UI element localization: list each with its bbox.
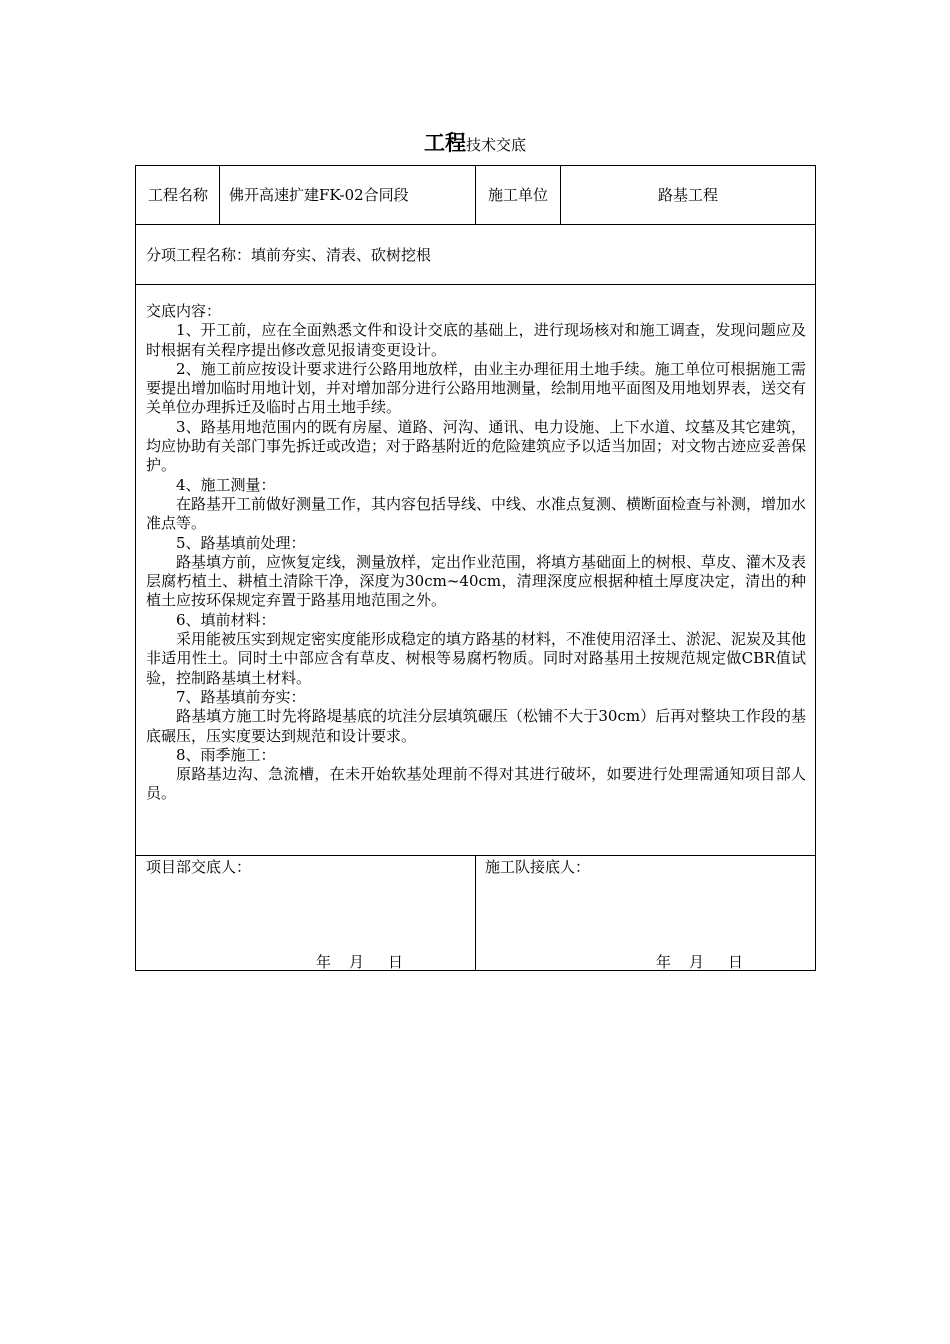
document-title <box>0 128 950 160</box>
date-year: 年 <box>316 953 332 971</box>
content-body <box>146 302 806 804</box>
content-paragraph: 8、雨季施工： <box>176 745 276 764</box>
title-main: 工程 <box>423 130 466 155</box>
content-paragraph: 原路基边沟、急流槽，在未开始软基处理前不得对其进行破坏，如要进行处理需通知项目部人员。 <box>146 765 806 803</box>
content-paragraph: 采用能被压实到规定密实度能形成稳定的填方路基的材料，不准使用沼泽土、淤泥、泥炭及其他非适用性土。同时土中部应含有草皮、树根等易腐朽物质。同时对路基用土按规范规定做CBR值试验，控制路基填土材料。 <box>146 630 807 687</box>
signature-divider <box>475 855 476 971</box>
project-name-label: 工程名称 <box>147 186 208 204</box>
date-month: 月 <box>689 953 705 971</box>
right-date <box>656 950 743 974</box>
content-paragraph: 7、路基填前夯实： <box>176 687 306 706</box>
unit-value: 路基工程 <box>657 186 718 204</box>
content-paragraph: 3、路基用地范围内的既有房屋、道路、河沟、通讯、电力设施、上下水道、坟墓及其它建筑，均应协助有关部门事先拆迁或改造；对于路基附近的危险建筑应予以适当加固；对文物古迹应妥善保护。 <box>146 417 807 475</box>
table-border-right <box>815 165 816 971</box>
date-day: 日 <box>728 953 744 971</box>
content-paragraph: 5、路基填前处理： <box>176 533 306 552</box>
content-paragraph: 6、填前材料： <box>176 610 276 629</box>
content-paragraph: 2、施工前应按设计要求进行公路用地放样，由业主办理征用土地手续。施工单位可根据施工需要提出增加临时用地计划，并对增加部分进行公路用地测量，绘制用地平面图及用地划界表，送交有关单位办理拆迁及临时占用土地手续。 <box>146 359 807 417</box>
title-sub: 技术交底 <box>465 136 526 154</box>
project-name-value: 佛开高速扩建FK-02合同段 <box>229 186 409 204</box>
left-signature-label: 项目部交底人： <box>146 858 252 876</box>
content-heading: 交底内容： <box>146 302 222 320</box>
date-month: 月 <box>349 953 365 971</box>
date-day: 日 <box>388 953 404 971</box>
table-divider-row2 <box>135 284 816 285</box>
table-border-left <box>135 165 136 971</box>
subproject-name: 分项工程名称：填前夯实、清表、砍树挖根 <box>146 246 432 264</box>
content-paragraph: 1、开工前，应在全面熟悉文件和设计交底的基础上，进行现场核对和施工调查，发现问题应及时根据有关程序提出修改意见报请变更设计。 <box>146 321 806 359</box>
content-paragraph: 4、施工测量： <box>176 475 276 494</box>
unit-label: 施工单位 <box>487 186 548 204</box>
right-signature-label: 施工队接底人： <box>485 858 591 876</box>
content-paragraph: 在路基开工前做好测量工作，其内容包括导线、中线、水准点复测、横断面检查与补测，增加水准点等。 <box>146 494 807 533</box>
date-year: 年 <box>656 953 672 971</box>
content-paragraph: 路基填方前，应恢复定线，测量放样，定出作业范围，将填方基础面上的树根、草皮、灌木及表层腐朽植土、耕植土清除干净，深度为30cm~40cm，清理深度应根据种植土厚度决定，清出的种植土应按环保规定弃置于路基用地范围之外。 <box>146 552 807 610</box>
left-date <box>316 950 403 974</box>
content-paragraph: 路基填方施工时先将路堤基底的坑洼分层填筑碾压（松铺不大于30cm）后再对整块工作段的基底碾压，压实度要达到规范和设计要求。 <box>146 707 806 745</box>
